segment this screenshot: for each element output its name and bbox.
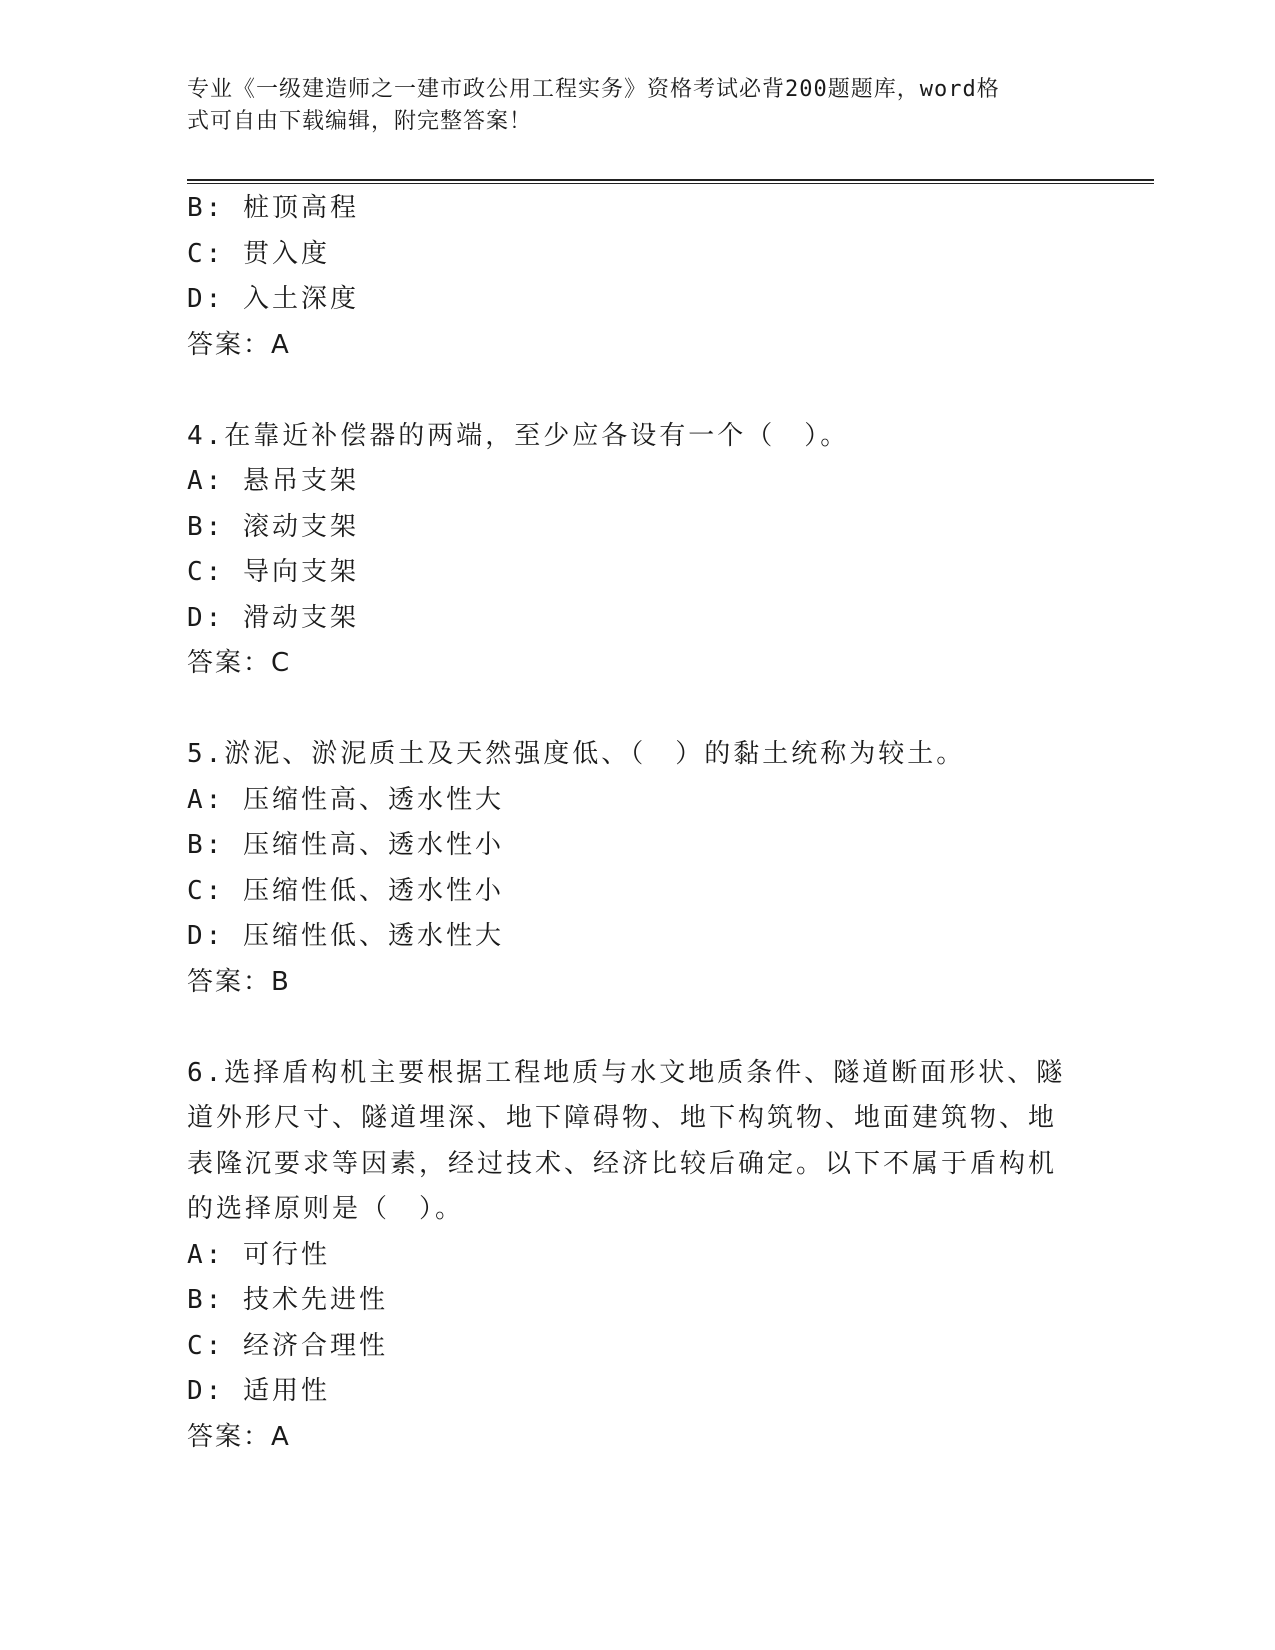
option-label: D: — [187, 602, 225, 633]
option-text: 可行性 — [242, 1239, 330, 1270]
option-text: 贯入度 — [242, 238, 330, 269]
header-rule-thick — [187, 179, 1154, 181]
option-label: C: — [187, 238, 225, 269]
option-a — [187, 459, 1067, 505]
option-label: C: — [187, 557, 225, 587]
option-label: D: — [187, 1376, 225, 1406]
question-stem-line: 5.淤泥、淤泥质土及天然强度低、（ ）的黏土统称为较土。 — [187, 739, 966, 769]
option-text: 悬吊支架 — [242, 466, 359, 496]
option-text: 适用性 — [242, 1376, 330, 1406]
answer-label: 答案： — [187, 648, 272, 678]
answer-value: A — [271, 1421, 291, 1452]
option-b — [187, 186, 1067, 232]
option-c — [187, 550, 1067, 596]
option-label: A: — [187, 1239, 225, 1270]
answer-line — [187, 641, 1067, 687]
option-label: D: — [187, 921, 225, 951]
option-c — [187, 232, 1067, 278]
question-stem-line: 道外形尺寸、隧道埋深、地下障碍物、地下构筑物、地面建筑物、地 — [187, 1103, 1058, 1133]
option-label: B: — [187, 830, 225, 860]
header-rule-thin — [187, 183, 1154, 184]
option-text: 压缩性低、透水性大 — [242, 921, 504, 951]
answer-line — [187, 960, 1067, 1006]
answer-line — [187, 323, 1067, 369]
option-c — [187, 869, 1067, 915]
option-text: 压缩性高、透水性大 — [242, 784, 504, 815]
question-content — [187, 186, 1067, 1460]
page-header — [187, 74, 1067, 138]
option-text: 压缩性高、透水性小 — [242, 830, 504, 860]
option-text: 滚动支架 — [242, 511, 359, 542]
question-stem-line: 表隆沉要求等因素，经过技术、经济比较后确定。以下不属于盾构机 — [187, 1148, 1058, 1179]
option-d — [187, 596, 1067, 642]
option-d — [187, 277, 1067, 323]
option-label: B: — [187, 193, 225, 223]
option-text: 滑动支架 — [242, 602, 359, 633]
question-stem-line: 4.在靠近补偿器的两端，至少应各设有一个（ ）。 — [187, 420, 850, 451]
answer-value: A — [271, 329, 291, 360]
option-text: 经济合理性 — [242, 1330, 388, 1361]
option-text: 压缩性低、透水性小 — [242, 875, 504, 906]
question-6-stem — [187, 1051, 1067, 1233]
option-label: C: — [187, 1330, 225, 1361]
option-a — [187, 778, 1067, 824]
option-a — [187, 1233, 1067, 1279]
question-stem-line: 6.选择盾构机主要根据工程地质与水文地质条件、隧道断面形状、隧 — [187, 1057, 1066, 1088]
option-label: B: — [187, 511, 225, 542]
question-4-stem — [187, 414, 1067, 460]
option-text: 入土深度 — [242, 284, 359, 314]
option-d — [187, 1369, 1067, 1415]
answer-label: 答案： — [187, 966, 272, 997]
option-label: A: — [187, 466, 225, 496]
option-c — [187, 1324, 1067, 1370]
answer-value: C — [271, 648, 292, 678]
option-b — [187, 823, 1067, 869]
header-line-2: 式可自由下载编辑，附完整答案！ — [187, 109, 533, 134]
option-d — [187, 914, 1067, 960]
option-text: 技术先进性 — [242, 1285, 388, 1315]
option-text: 桩顶高程 — [242, 193, 359, 223]
option-label: D: — [187, 284, 225, 314]
option-label: B: — [187, 1285, 225, 1315]
option-b — [187, 505, 1067, 551]
answer-value: B — [271, 966, 291, 997]
option-text: 导向支架 — [242, 557, 359, 587]
question-stem-line: 的选择原则是（ ）。 — [187, 1194, 465, 1224]
answer-label: 答案： — [187, 329, 272, 360]
option-label: A: — [187, 784, 225, 815]
header-line-1: 专业《一级建造师之一建市政公用工程实务》资格考试必背200题题库，word格 — [187, 77, 1000, 102]
option-label: C: — [187, 875, 225, 906]
answer-label: 答案： — [187, 1421, 272, 1452]
option-b — [187, 1278, 1067, 1324]
question-5-stem — [187, 732, 1067, 778]
answer-line — [187, 1415, 1067, 1461]
